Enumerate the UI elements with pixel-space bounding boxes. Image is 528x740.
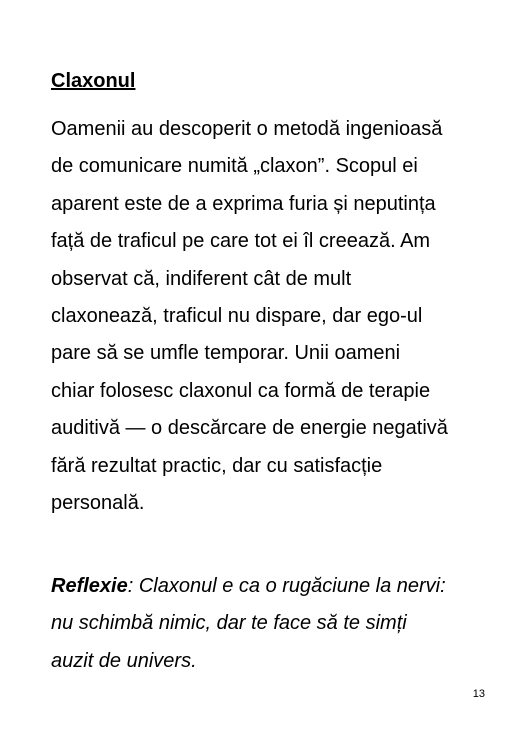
body-line: chiar folosesc claxonul ca formă de terapie (51, 379, 431, 402)
body-line: auditivă — o descărcare de energie negativă (51, 417, 448, 440)
reflexie-paragraph (51, 568, 491, 680)
body-line: fără rezultat practic, dar cu satisfacție (51, 454, 383, 477)
body-line: față de traficul pe care tot ei îl creează. Am (51, 230, 431, 253)
reflexie-line: nu schimbă nimic, dar te face să te simți (51, 612, 407, 635)
reflexie-line (51, 568, 491, 605)
body-line: Oamenii au descoperit o metodă ingenioasă (51, 118, 443, 140)
body-line: de comunicare numită „claxon”. Scopul ei (51, 155, 418, 178)
page-number: 13 (472, 688, 485, 700)
body-line: observat că, indiferent cât de mult (51, 267, 352, 290)
reflexie-label: Reflexie (51, 575, 128, 597)
page-title: Claxonul (51, 70, 136, 92)
reflexie-text: : Claxonul e ca o rugăciune la nervi: (127, 575, 446, 597)
body-line: pare să se umfle temporar. Unii oameni (51, 342, 401, 365)
body-line: aparent este de a exprima furia și neputința (51, 192, 436, 215)
reflexie-line: auzit de univers. (51, 649, 197, 672)
body-line: personală. (51, 492, 145, 515)
body-paragraph (51, 111, 491, 522)
body-line: claxonează, traficul nu dispare, dar ego-ul (51, 305, 423, 328)
